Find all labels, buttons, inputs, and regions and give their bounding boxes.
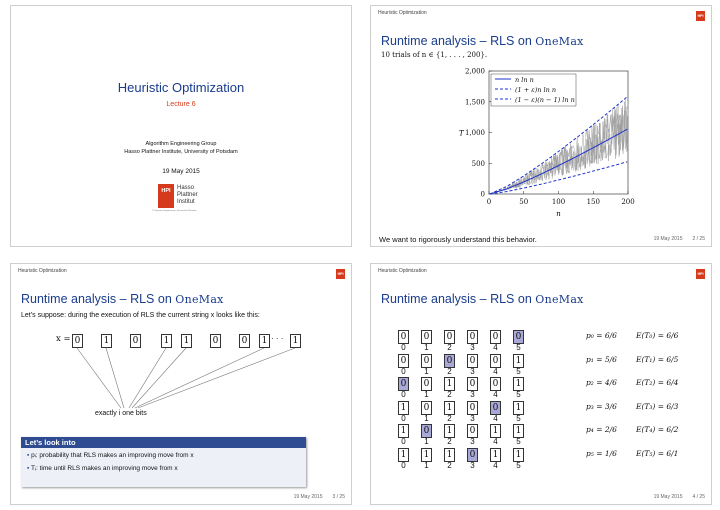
bit-cell: 1 (161, 334, 172, 348)
slide-runtime-plot (370, 5, 712, 247)
bit-cell: 0 (467, 330, 478, 344)
bit-cell: 0 (467, 424, 478, 438)
bit-index: 5 (516, 413, 521, 423)
bit-index: 1 (424, 390, 429, 399)
header-text: Heuristic Optimization (378, 10, 427, 16)
bit-cell: 1 (444, 448, 455, 462)
slide-title (10, 5, 352, 247)
footer-page: 4 / 25 (692, 494, 705, 500)
bit-index: 1 (424, 366, 429, 376)
bit-index: 1 (424, 413, 429, 423)
bit-cell: 1 (513, 401, 524, 415)
title-prefix: Runtime analysis – RLS on (21, 292, 176, 306)
hpi-logo-tagline: IT Systems Engineering | Universität Potsdam (152, 210, 197, 212)
legend-label: n ln n (515, 76, 534, 84)
bit-cell: 0 (467, 354, 478, 368)
expected-time-label: E(T₂) = 6/4 (636, 378, 679, 387)
title-prefix: Runtime analysis – RLS on (381, 292, 536, 306)
bit-cell: 1 (490, 424, 501, 438)
x-tick-label: 0 (486, 198, 492, 206)
bit-cell: 0 (513, 330, 524, 344)
title-prefix: Runtime analysis – RLS on (381, 34, 536, 48)
bit-cell: 0 (421, 377, 432, 391)
bit-index: 5 (516, 437, 521, 446)
expected-time-label: E(T₃) = 6/3 (636, 401, 679, 411)
bit-index: 1 (424, 343, 429, 352)
bit-cell: 0 (421, 330, 432, 344)
slide-probabilities (370, 263, 712, 505)
expected-time-label: E(T₁) = 6/5 (636, 354, 679, 364)
bit-index: 5 (516, 390, 521, 399)
hpi-tab-icon: HPI (696, 269, 705, 279)
intro-text: Let’s suppose: during the execution of RLS the current string x looks like this: (21, 312, 260, 319)
bit-cell: 0 (467, 401, 478, 415)
bit-cell: 0 (421, 354, 432, 368)
y-tick-label: 2,000 (464, 67, 485, 76)
bit-cell: 1 (290, 334, 301, 348)
hpi-logo-mark: HPI (158, 184, 174, 208)
x-tick-label: 150 (586, 198, 600, 206)
probability-label: p₃ = 3/6 (586, 401, 617, 411)
hpi-logo (152, 184, 218, 214)
probability-label: p₁ = 5/6 (586, 354, 617, 364)
info-block-title: Let’s look into (21, 437, 306, 448)
y-axis-label: T (459, 129, 464, 138)
title-onemax: OneMax (535, 35, 584, 48)
bit-index: 3 (470, 366, 475, 376)
bit-cell: 1 (181, 334, 192, 348)
y-tick-label: 1,500 (464, 98, 485, 107)
info-block (21, 437, 306, 487)
bit-cell: 0 (444, 354, 455, 368)
expected-time-label: E(T₀) = 6/6 (636, 331, 679, 340)
runtime-chart (371, 6, 711, 246)
bit-index: 0 (401, 343, 406, 352)
bit-cell: 1 (398, 401, 409, 415)
bit-cell: 0 (490, 401, 501, 415)
bullet-t-text: Tᵢ: time until RLS makes an improving move from x (31, 465, 178, 472)
x-axis-label: n (556, 210, 561, 218)
hpi-tab-icon: HPI (336, 269, 345, 279)
expected-time-label: E(T₄) = 6/2 (636, 425, 679, 434)
probability-label: p₅ = 1/6 (586, 448, 617, 458)
plot-caption: We want to rigorously understand this behavior. (379, 235, 537, 244)
bit-index: 2 (447, 460, 452, 470)
bit-cell: 0 (467, 448, 478, 462)
bit-index: 3 (470, 390, 475, 399)
probability-label: p₄ = 2/6 (586, 425, 617, 434)
bit-index: 4 (493, 366, 498, 376)
y-tick-label: 500 (471, 159, 485, 168)
bit-cell: 1 (513, 354, 524, 368)
bit-cell: 0 (398, 330, 409, 344)
x-tick-label: 200 (621, 198, 635, 206)
bit-cell: 1 (398, 448, 409, 462)
bit-cell: 1 (444, 424, 455, 438)
one-bits-annotation: exactly i one bits (95, 410, 147, 417)
bullet-p: ▪ pᵢ: probability that RLS makes an improving move from x (27, 452, 194, 459)
hpi-logo-line1: Hasso (177, 185, 195, 191)
bit-index: 4 (493, 390, 498, 399)
bit-cell: 1 (513, 377, 524, 391)
lecture-number: Lecture 6 (166, 101, 196, 108)
bit-index: 0 (401, 437, 406, 446)
bit-index: 2 (447, 390, 452, 399)
footer-page: 2 / 25 (692, 236, 705, 242)
lecture-date: 19 May 2015 (162, 168, 200, 175)
bit-cell: 1 (101, 334, 112, 348)
y-tick-label: 0 (480, 190, 485, 199)
x-tick-label: 50 (519, 198, 529, 206)
hpi-logo-line2: Plattner (177, 192, 198, 198)
slide-footer (644, 494, 705, 500)
bit-index: 0 (401, 390, 406, 399)
slide-footer (284, 494, 345, 500)
bit-cell: 0 (444, 330, 455, 344)
bit-cell: 0 (239, 334, 250, 348)
bit-cell: 1 (421, 448, 432, 462)
lecture-title: Heuristic Optimization (117, 80, 245, 95)
bit-index: 5 (516, 343, 521, 352)
expected-time-label: E(T₅) = 6/1 (636, 448, 679, 458)
bit-cell: 1 (398, 424, 409, 438)
bit-index: 2 (447, 343, 452, 352)
bit-cell: 0 (467, 377, 478, 391)
bit-index: 2 (447, 366, 452, 376)
bit-index: 1 (424, 460, 429, 470)
hpi-logo-line3: Institut (177, 199, 195, 205)
bit-index: 4 (493, 460, 498, 470)
bit-cell: 0 (398, 377, 409, 391)
bit-index: 0 (401, 460, 406, 470)
institute-name: Hasso Plattner Institute, University of Potsdam (124, 149, 238, 155)
bit-cell: 1 (259, 334, 270, 348)
header-text: Heuristic Optimization (378, 268, 427, 274)
bit-index: 2 (447, 437, 452, 446)
bit-cell: 0 (421, 424, 432, 438)
footer-date: 19 May 2015 (653, 236, 683, 242)
bit-cell: 0 (490, 354, 501, 368)
bit-cell: 1 (513, 424, 524, 438)
group-name: Algorithm Engineering Group (145, 141, 217, 147)
bit-cell: 0 (421, 401, 432, 415)
y-tick-label: 1,000 (464, 129, 485, 137)
ellipsis: · · · (271, 334, 284, 343)
bit-cell: 1 (444, 401, 455, 415)
x-label: x = (56, 334, 71, 344)
bit-cell: 1 (513, 448, 524, 462)
probability-label: p₂ = 4/6 (586, 378, 617, 387)
bit-index: 5 (516, 460, 521, 470)
slide-current-string (10, 263, 352, 505)
bit-index: 4 (493, 437, 498, 446)
legend-label: (1 + ε)n ln n (515, 86, 557, 94)
probability-label: p₀ = 6/6 (586, 331, 617, 340)
bit-index: 1 (424, 437, 429, 446)
bullet-p-text: pᵢ: probability that RLS makes an improving move from x (31, 452, 194, 459)
x-tick-label: 100 (551, 198, 566, 206)
bit-cell: 0 (490, 377, 501, 391)
bit-cell: 0 (398, 354, 409, 368)
bit-index: 3 (470, 413, 475, 423)
bit-cell: 0 (210, 334, 221, 348)
slide-header (371, 264, 711, 279)
footer-date: 19 May 2015 (653, 494, 683, 500)
slide-footer (644, 236, 705, 242)
plot-subtitle: 10 trials of n ∈ {1, . . . , 200}. (381, 51, 488, 59)
bit-index: 0 (401, 413, 406, 423)
bit-index: 0 (401, 366, 406, 376)
bit-cell: 0 (490, 330, 501, 344)
bit-index: 5 (516, 366, 521, 376)
bit-cell: 1 (490, 448, 501, 462)
bit-cell: 0 (130, 334, 141, 348)
bit-cell: 1 (444, 377, 455, 391)
legend-label: (1 − ε)(n − 1) ln n (515, 96, 575, 104)
bit-index: 4 (493, 413, 498, 423)
footer-date: 19 May 2015 (293, 494, 323, 500)
bullet-t: ▪ Tᵢ: time until RLS makes an improving move from x (27, 465, 178, 472)
footer-page: 3 / 25 (332, 494, 345, 500)
title-onemax: OneMax (175, 293, 224, 306)
bit-index: 4 (493, 343, 498, 352)
hpi-tab-icon: HPI (696, 11, 705, 21)
series-line-upper (490, 97, 628, 194)
slide-title-text (381, 292, 584, 306)
bit-index: 2 (447, 413, 452, 423)
bit-index: 3 (470, 343, 475, 352)
title-onemax: OneMax (535, 293, 584, 306)
bit-index: 3 (470, 460, 475, 470)
bit-cell: 0 (72, 334, 83, 348)
bit-index: 3 (470, 437, 475, 446)
header-text: Heuristic Optimization (18, 268, 67, 274)
